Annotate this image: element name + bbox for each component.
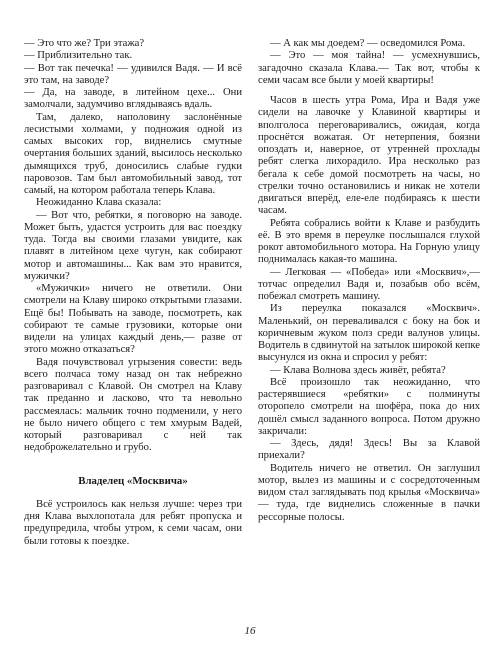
- paragraph: Всё произошло так неожиданно, что растерявшиеся «ребятки» с полминуты оторопело смотрели на шофёра, пока до них дошёл смысл заданного вопроса. Потом дружно закричали:: [258, 376, 480, 437]
- paragraph: Неожиданно Клава сказала:: [36, 197, 162, 209]
- paragraph: — Клава Волнова здесь живёт, ребята?: [270, 364, 446, 376]
- paragraph: Там, далеко, наполовину заслонённые лесистыми холмами, у подножия одной из самых высоких гор, виднелись смутные очертания больших зданий, высилось несколько дымящихся труб, доносились слабые гудки паровозов. Там был автомобильный завод, тот самый, на котором работала теперь Клава.: [24, 111, 243, 196]
- dialogue-line: — Да, на заводе, в литейном цехе... Они замолчали, задумчиво вглядываясь вдаль.: [24, 87, 242, 111]
- paragraph: — Вот что, ребятки, я поговорю на заводе. Может быть, удастся устроить для вас поездку туда. Тогда вы своими глазами увидите, как плавят в литейном цехе чугун, как собирают мотор и автомашины... Как вам это нравится, мужички?: [24, 209, 242, 282]
- paragraph: Часов в шесть утра Рома, Ира и Вадя уже сидели на лавочке у Клавиной квартиры и вполголоса переговаривались, ожидая, когда проснётся вожатая. От нетерпения, боязни опоздать и, наверное, от утренней прохлады ребят слегка лихорадило. Ира несколько раз бегала к себе домой посмотреть на часы, но стрелки точно остановились и никак не хотели двигаться вперёд, еле-еле подбираясь к шести часам.: [258, 95, 480, 217]
- paragraph: Водитель ничего не ответил. Он заглушил мотор, вылез из машины и с сосредоточенным видом стал заглядывать под крылья «Москвича» — туда, где виднелись сложенные в пачки рессорные полосы.: [258, 462, 480, 523]
- dialogue-line: — Вот так печечка! — удивился Вадя. — И всё это там, на заводе?: [24, 62, 242, 86]
- left-column: [24, 38, 242, 548]
- dialogue-line: — Это что же? Три этажа?: [24, 38, 145, 49]
- page-number: 16: [244, 625, 256, 637]
- paragraph: Ребята собрались войти к Клаве и разбудить её. В это время в переулке послышался глухой рокот автомобильного мотора. На Горную улицу поднималась какая-то машина.: [258, 217, 480, 266]
- paragraph: — Здесь, дядя! Здесь! Вы за Клавой приехали?: [258, 438, 480, 462]
- paragraph: Всё устроилось как нельзя лучше: через три дня Клава выхлопотала для ребят пропуска и предупредила, чтобы утром, к семи часам, они были готовы к поездке.: [24, 498, 242, 547]
- paragraph: Вадя почувствовал угрызения совести: ведь всего полчаса тому назад он так небрежно разговаривал с Клавой. Он смотрел на Клаву так преданно и ласково, что та невольно рассмеялась: мальчик точно подменили, у него не было ничего общего с тем хмурым Вадей, который разговаривал с ней так недоброжелательно и грубо.: [24, 356, 242, 454]
- dialogue-line: — Приблизительно так.: [24, 50, 133, 62]
- paragraph: — Легковая — «Победа» или «Москвич»,— тотчас определил Вадя и, позабыв обо всём, побежал смотреть машину.: [258, 266, 480, 302]
- paragraph: — Это — моя тайна! — усмехнувшись, загадочно сказала Клава.— Так вот, чтобы к семи часам все были у моей квартиры!: [258, 50, 480, 86]
- paragraph: Из переулка показался «Москвич». Маленький, он переваливался с боку на бок и коричневым жуком полз среди валунов улицы. Водитель в сдвинутой на затылок широкой кепке высунулся из окна и спросил у ребят:: [258, 303, 480, 364]
- paragraph: «Мужички» ничего не ответили. Они смотрели на Клаву широко открытыми глазами. Ещё бы! Побывать на заводе, посмотреть, как собирают те самые грузовики, которые они видели на улицах каждый день,— разве от этого можно отказаться?: [24, 283, 242, 356]
- right-column: [258, 38, 480, 524]
- chapter-heading: Владелец «Москвича»: [78, 474, 188, 487]
- paragraph: — А как мы доедем? — осведомился Рома.: [270, 38, 466, 49]
